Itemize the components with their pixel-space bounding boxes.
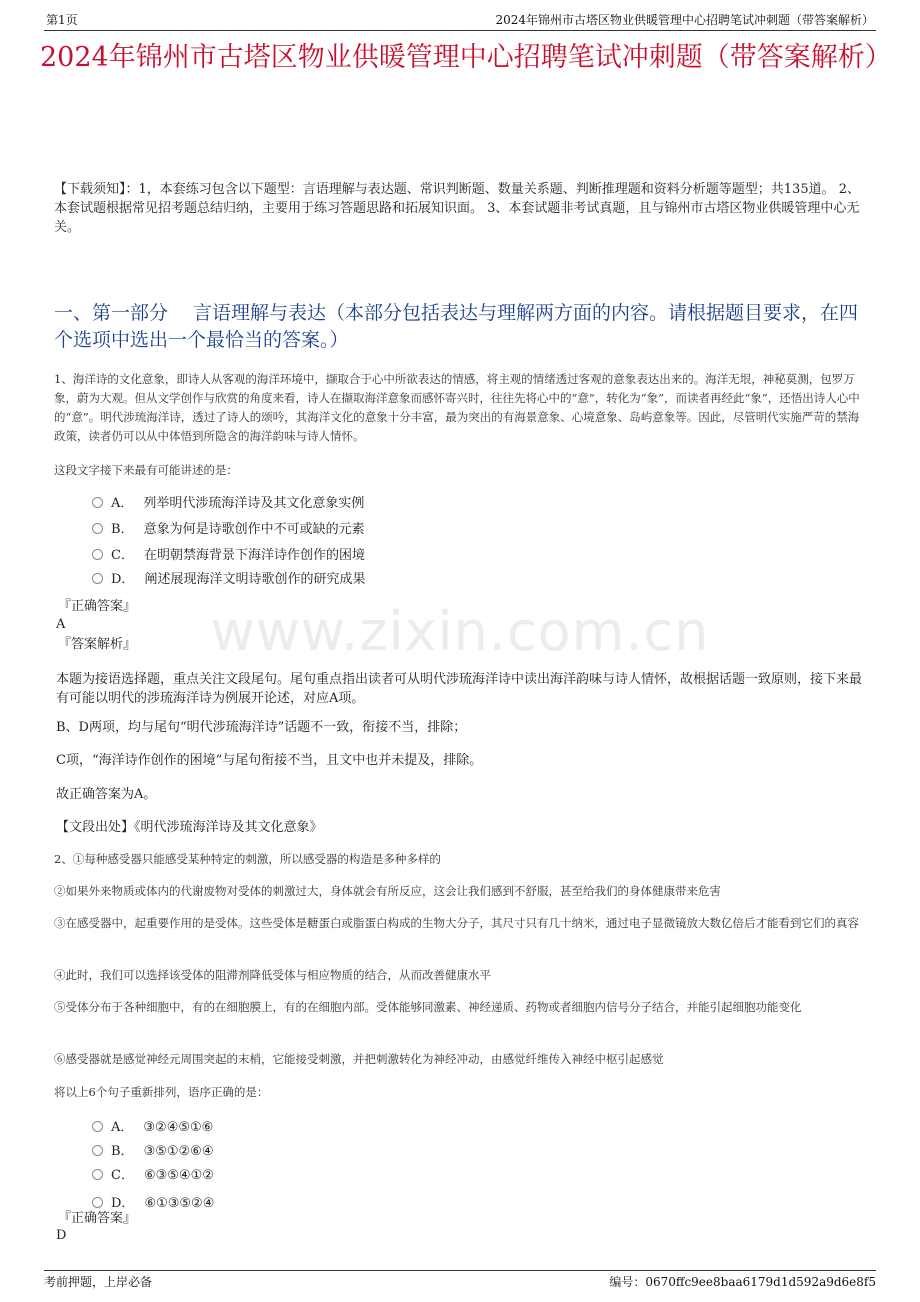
header-doc-title: 2024年锦州市古塔区物业供暖管理中心招聘笔试冲刺题（带答案解析） xyxy=(495,13,874,27)
question-2-line: ③在感受器中，起重要作用的是受体。这些受体是糖蛋白或脂蛋白构成的生物大分子，其尺寸只有几十纳米，通过电子显微镜放大数亿倍后才能看到它们的真容 xyxy=(54,916,859,930)
radio-icon[interactable] xyxy=(92,497,103,508)
radio-icon[interactable] xyxy=(92,1145,103,1156)
document-code: 编号：0670ffc9ee8baa6179d1d592a9d6e8f5 xyxy=(609,1275,876,1289)
question-2-line: 2、①每种感受器只能感受某种特定的刺激，所以感受器的构造是多种多样的 xyxy=(54,852,441,866)
analysis-paragraph: B、D两项，均与尾句“明代涉琉海洋诗”话题不一致，衔接不当，排除； xyxy=(56,720,467,735)
document-title: 2024年锦州市古塔区物业供暖管理中心招聘笔试冲刺题（带答案解析） xyxy=(40,42,892,73)
question-1-ask: 这段文字接下来最有可能讲述的是： xyxy=(54,463,238,477)
option-b[interactable]: B． 意象为何是诗歌创作中不可或缺的元素 xyxy=(92,520,365,540)
question-2-ask: 将以上6个句子重新排列，语序正确的是： xyxy=(54,1085,269,1099)
download-notice: 【下载须知】：1，本套练习包含以下题型：言语理解与表达题、常识判断题、数量关系题、判断推理题和资料分析题等题型；共135道。 2、本套试题根据常见招考题总结归纳，主要用于练习答题思路和拓展知识面。 3、本套试题非考试真题，且与锦州市古塔区物业供暖管理中心无关。 xyxy=(54,182,860,235)
analysis-paragraph: 本题为接语选择题，重点关注文段尾句。尾句重点指出读者可从明代涉琉海洋诗中读出海洋韵味与诗人情怀，故根据话题一致原则，接下来最有可能以明代的涉琉海洋诗为例展开论述，对应A项。 xyxy=(56,672,863,706)
page-number: 第1页 xyxy=(46,13,78,27)
question-2-line: ②如果外来物质或体内的代谢废物对受体的刺激过大，身体就会有所反应，这会让我们感到不舒服，甚至给我们的身体健康带来危害 xyxy=(54,884,721,898)
option-a[interactable]: A． 列举明代涉琉海洋诗及其文化意象实例 xyxy=(92,494,364,514)
radio-icon[interactable] xyxy=(92,549,103,560)
radio-icon[interactable] xyxy=(92,1169,103,1180)
passage-source: 【文段出处】《明代涉琉海洋诗及其文化意象》 xyxy=(56,820,323,835)
option-d[interactable]: D． ⑥①③⑤②④ xyxy=(92,1194,214,1214)
radio-icon[interactable] xyxy=(92,1197,103,1208)
page-footer xyxy=(44,1270,876,1289)
question-2-line: ④此时，我们可以选择该受体的阻滞剂降低受体与相应物质的结合，从而改善健康水平 xyxy=(54,968,491,982)
correct-answer: A xyxy=(56,617,66,632)
question-2-line: ⑥感受器就是感觉神经元周围突起的末梢，它能接受刺激，并把刺激转化为神经冲动，由感觉纤维传入神经中枢引起感觉 xyxy=(54,1052,664,1066)
correct-answer-label: 『正确答案』 xyxy=(58,599,137,614)
watermark: www.zixin.com.cn xyxy=(210,600,710,663)
option-a[interactable]: A． ③②④⑤①⑥ xyxy=(92,1118,213,1138)
section-heading: 一、第一部分 言语理解与表达（本部分包括表达与理解两方面的内容。请根据题目要求，在四个选项中选出一个最恰当的答案。） xyxy=(54,302,859,351)
analysis-paragraph: 故正确答案为A。 xyxy=(56,787,157,802)
option-d[interactable]: D． 阐述展现海洋文明诗歌创作的研究成果 xyxy=(92,570,365,590)
analysis-paragraph: C项，“海洋诗作创作的困境”与尾句衔接不当，且文中也并未提及，排除。 xyxy=(56,753,483,768)
option-c[interactable]: C． ⑥③⑤④①② xyxy=(92,1166,214,1186)
question-1-stem: 1、海洋诗的文化意象，即诗人从客观的海洋环境中，撷取合于心中所欲表达的情感，将主观的情绪透过客观的意象表达出来的。海洋无垠，神秘莫测，包罗万象，蔚为大观。但从文学创作与欣赏的角度来看，诗人在撷取海洋意象而感怀寄兴时，往往先将心中的“意”，转化为“象”，而读者再经此“象”，还悟出诗人心中的“意”。明代涉琉海洋诗，透过了诗人的颂吟，其海洋文化的意象十分丰富，最为突出的有海景意象、心境意象、岛屿意象等。因此，尽管明代实施严苛的禁海政策，读者仍可以从中体悟到所隐含的海洋韵味与诗人情怀。 xyxy=(54,372,860,443)
correct-answer: D xyxy=(56,1228,67,1243)
radio-icon[interactable] xyxy=(92,523,103,534)
page-header xyxy=(44,12,876,31)
answer-analysis-label: 『答案解析』 xyxy=(58,637,137,652)
footer-slogan: 考前押题，上岸必备 xyxy=(44,1275,153,1289)
correct-answer-label: 『正确答案』 xyxy=(58,1211,137,1226)
option-b[interactable]: B． ③⑤①②⑥④ xyxy=(92,1142,214,1162)
option-c[interactable]: C． 在明朝禁海背景下海洋诗作创作的困境 xyxy=(92,546,365,566)
radio-icon[interactable] xyxy=(92,573,103,584)
radio-icon[interactable] xyxy=(92,1121,103,1132)
question-2-line: ⑤受体分布于各种细胞中，有的在细胞膜上，有的在细胞内部。受体能够同激素、神经递质、药物或者细胞内信号分子结合，并能引起细胞功能变化 xyxy=(54,1000,802,1014)
